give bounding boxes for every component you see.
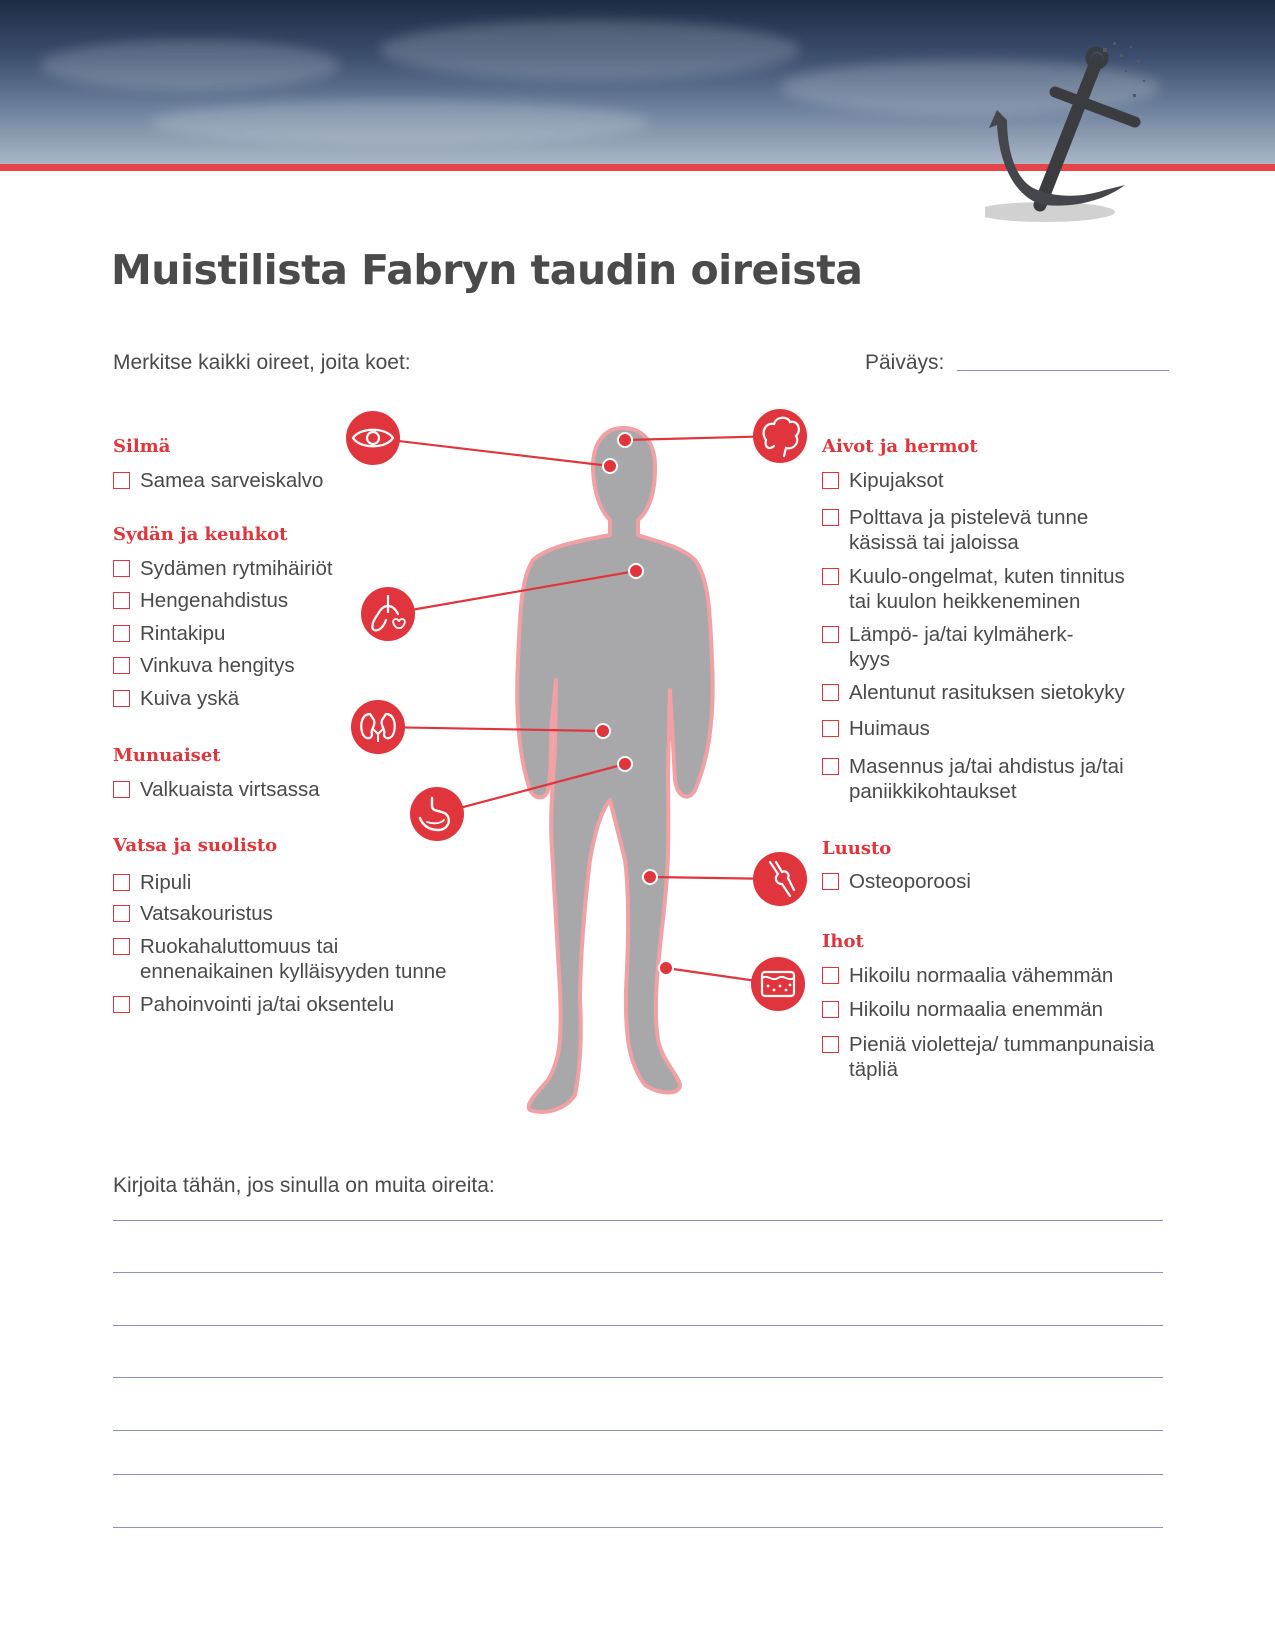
stomach-icon (410, 787, 464, 841)
checkbox-item[interactable]: Hikoilu normaalia vähemmän (822, 963, 1113, 988)
checkbox[interactable] (822, 509, 839, 526)
checkbox-item[interactable]: Vatsakouristus (113, 901, 273, 926)
section-kidneys-title: Munuaiset (113, 745, 221, 766)
item-continuation: paniikkikohtaukset (849, 780, 1017, 803)
instruction-text: Merkitse kaikki oireet, joita koet: (113, 351, 411, 374)
page-title: Muistilista Fabryn taudin oireista (111, 246, 863, 294)
checkbox[interactable] (113, 938, 130, 955)
item-continuation: kyys (849, 648, 890, 671)
checkbox[interactable] (113, 592, 130, 609)
checkbox-item[interactable]: Samea sarveiskalvo (113, 468, 323, 493)
checkbox[interactable] (113, 781, 130, 798)
eye-icon (346, 411, 400, 465)
checkbox[interactable] (113, 657, 130, 674)
skin-icon (751, 957, 805, 1011)
joint-icon (753, 852, 807, 906)
item-continuation: ennenaikainen kylläisyyden tunne (140, 960, 447, 983)
checkbox-item[interactable]: Alentunut rasituksen sietokyky (822, 680, 1125, 705)
checkbox[interactable] (822, 758, 839, 775)
checkbox[interactable] (822, 1001, 839, 1018)
checkbox-item[interactable]: Hikoilu normaalia enemmän (822, 997, 1103, 1022)
writing-line[interactable] (113, 1430, 1163, 1431)
checkbox[interactable] (822, 967, 839, 984)
lungs-icon (361, 587, 415, 641)
checkbox-item[interactable]: Valkuaista virtsassa (113, 777, 320, 802)
checkbox-item[interactable]: Kuiva yskä (113, 686, 239, 711)
checkbox[interactable] (822, 472, 839, 489)
writing-line[interactable] (113, 1220, 1163, 1221)
checkbox-item[interactable]: Huimaus (822, 716, 930, 741)
section-brain-title: Aivot ja hermot (822, 436, 978, 457)
brain-icon (753, 409, 807, 463)
section-bones-title: Luusto (822, 838, 892, 859)
body-silhouette (517, 428, 713, 1112)
checkbox[interactable] (113, 472, 130, 489)
checkbox[interactable] (822, 873, 839, 890)
kidneys-icon (351, 700, 405, 754)
checkbox-item[interactable]: Kuulo-ongelmat, kuten tinnitus (822, 564, 1125, 589)
checkbox-item[interactable]: Ripuli (113, 870, 191, 895)
anchor-icon (985, 40, 1155, 230)
checkbox[interactable] (822, 720, 839, 737)
checkbox[interactable] (822, 568, 839, 585)
writing-line[interactable] (113, 1527, 1163, 1528)
checkbox-item[interactable]: Masennus ja/tai ahdistus ja/tai (822, 754, 1124, 779)
item-continuation: käsissä tai jaloissa (849, 531, 1019, 554)
item-continuation: täpliä (849, 1058, 899, 1081)
date-field[interactable] (957, 370, 1169, 371)
checkbox-item[interactable]: Pieniä violetteja/ tummanpunaisia (822, 1032, 1154, 1057)
writing-line[interactable] (113, 1377, 1163, 1378)
checkbox-item[interactable]: Ruokahaluttomuus tai (113, 934, 338, 959)
checkbox-item[interactable]: Vinkuva hengitys (113, 653, 295, 678)
section-heart-lungs-title: Sydän ja keuhkot (113, 524, 288, 545)
checkbox[interactable] (113, 625, 130, 642)
section-eye-title: Silmä (113, 436, 171, 457)
checkbox-item[interactable]: Rintakipu (113, 621, 225, 646)
date-label: Päiväys: (865, 351, 945, 374)
checkbox-item[interactable]: Sydämen rytmihäiriöt (113, 556, 333, 581)
checkbox[interactable] (822, 684, 839, 701)
checkbox[interactable] (822, 1036, 839, 1053)
checkbox-item[interactable]: Kipujaksot (822, 468, 944, 493)
checkbox[interactable] (113, 690, 130, 707)
item-continuation: tai kuulon heikkeneminen (849, 590, 1081, 613)
checkbox[interactable] (113, 905, 130, 922)
writing-line[interactable] (113, 1474, 1163, 1475)
checkbox-item[interactable]: Polttava ja pistelevä tunne (822, 505, 1088, 530)
checkbox[interactable] (113, 874, 130, 891)
other-symptoms-label: Kirjoita tähän, jos sinulla on muita oireita: (113, 1174, 495, 1197)
checkbox-item[interactable]: Hengenahdistus (113, 588, 288, 613)
checkbox-item[interactable]: Pahoinvointi ja/tai oksentelu (113, 992, 394, 1017)
checkbox-item[interactable]: Lämpö- ja/tai kylmäherk- (822, 622, 1073, 647)
writing-line[interactable] (113, 1272, 1163, 1273)
writing-line[interactable] (113, 1325, 1163, 1326)
checkbox-item[interactable]: Osteoporoosi (822, 869, 971, 894)
checkbox[interactable] (113, 996, 130, 1013)
section-digestive-title: Vatsa ja suolisto (113, 835, 278, 856)
checkbox[interactable] (113, 560, 130, 577)
checkbox[interactable] (822, 626, 839, 643)
section-skin-title: Ihot (822, 931, 864, 952)
